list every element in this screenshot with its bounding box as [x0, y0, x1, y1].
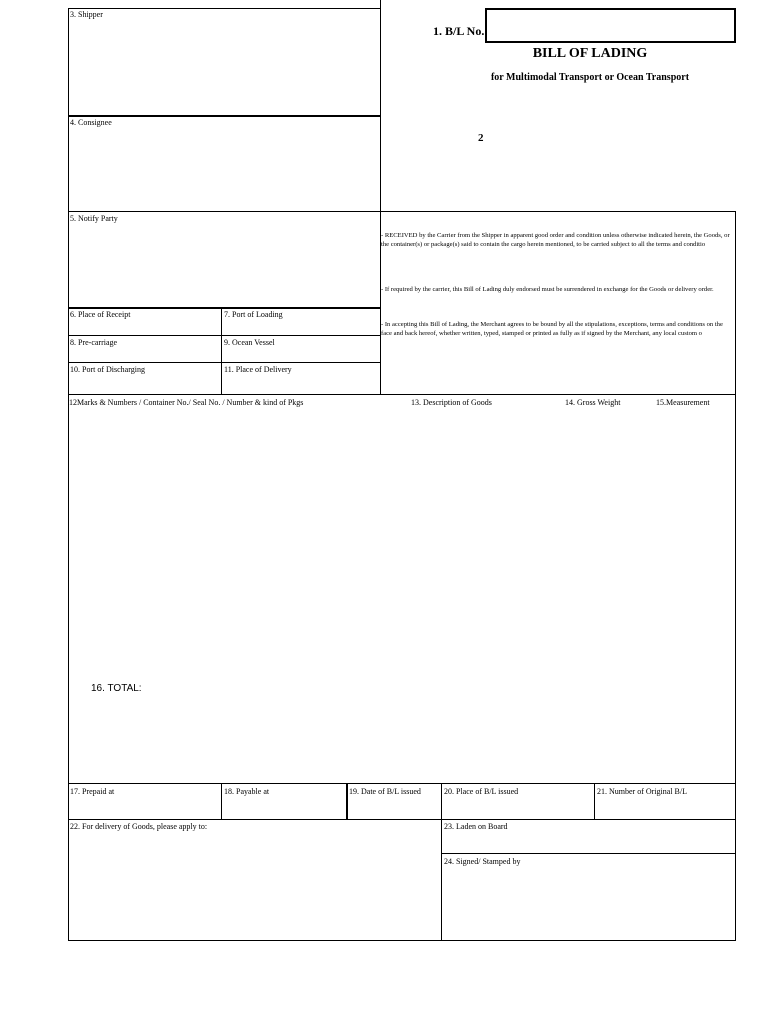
- terms-accepting: - In accepting this Bill of Lading, the Merchant agrees to be bound by all the stipulations, exceptions, terms and conditions on the face and back hereof, whether written, typed, stamped or printed as fully as if signed by the Merchant, any local custom o: [381, 321, 723, 337]
- total-label: 16. TOTAL:: [91, 683, 142, 694]
- shipper-box[interactable]: [68, 8, 381, 212]
- delivery-signature-block: [68, 819, 736, 941]
- delivery-divider: [441, 819, 442, 941]
- prepaid-at-label: 17. Prepaid at: [70, 787, 115, 796]
- issuance-divider-1: [221, 783, 222, 820]
- shipper-label: 3. Shipper: [70, 10, 103, 19]
- issuance-divider-2: [346, 783, 348, 820]
- issuance-divider-4: [594, 783, 595, 820]
- terms-surrender: - If required by the carrier, this Bill of Lading duly endorsed must be surrendered in exchange for the Goods or delivery order.: [381, 286, 714, 293]
- bl-no-label: 1. B/L No.: [433, 24, 485, 38]
- pre-carriage-label: 8. Pre-carriage: [70, 338, 118, 347]
- port-of-loading-label: 7. Port of Loading: [224, 310, 283, 319]
- page-marker: 2: [478, 132, 484, 144]
- document-title: BILL OF LADING: [532, 46, 648, 61]
- shipper-consignee-divider: [68, 115, 381, 117]
- routing-mid-divider: [221, 307, 222, 395]
- bl-no-field[interactable]: [485, 8, 736, 43]
- terms-received: - RECEIVED by the Carrier from the Shipper in apparent good order and condition unless otherwise indicated herein, the Goods, or the container(s) or package(s) said to contain the cargo herein mentioned, to be carried subject to all the terms and conditio: [381, 232, 730, 248]
- routing-line-3: [68, 362, 381, 363]
- consignee-label: 4. Consignee: [70, 118, 112, 127]
- payable-at-label: 18. Payable at: [224, 787, 270, 796]
- routing-line-2: [68, 335, 381, 336]
- description-header: 13. Description of Goods: [411, 398, 492, 407]
- ocean-vessel-label: 9. Ocean Vessel: [224, 338, 275, 347]
- notify-party-label: 5. Notify Party: [70, 214, 118, 223]
- marks-numbers-header: 12Marks & Numbers / Container No./ Seal No. / Number & kind of Pkgs: [69, 398, 304, 407]
- document-subtitle: for Multimodal Transport or Ocean Transport: [490, 72, 690, 83]
- measurement-header: 15.Measurement: [656, 398, 710, 407]
- cargo-box[interactable]: [68, 394, 736, 784]
- laden-divider: [441, 853, 736, 854]
- routing-line-1: [68, 307, 381, 309]
- laden-on-board-label: 23. Laden on Board: [444, 822, 508, 831]
- place-of-delivery-label: 11. Place of Delivery: [224, 365, 292, 374]
- number-original-label: 21. Number of Original B/L: [597, 787, 687, 796]
- date-issued-label: 19. Date of B/L issued: [349, 787, 421, 796]
- place-of-receipt-label: 6. Place of Receipt: [70, 310, 131, 319]
- port-of-discharging-label: 10. Port of Discharging: [70, 365, 145, 374]
- place-issued-label: 20. Place of B/L issued: [444, 787, 519, 796]
- gross-weight-header: 14. Gross Weight: [565, 398, 621, 407]
- issuance-divider-3: [441, 783, 442, 820]
- signed-stamped-label: 24. Signed/ Stamped by: [444, 857, 521, 866]
- delivery-apply-label: 22. For delivery of Goods, please apply to:: [70, 822, 208, 831]
